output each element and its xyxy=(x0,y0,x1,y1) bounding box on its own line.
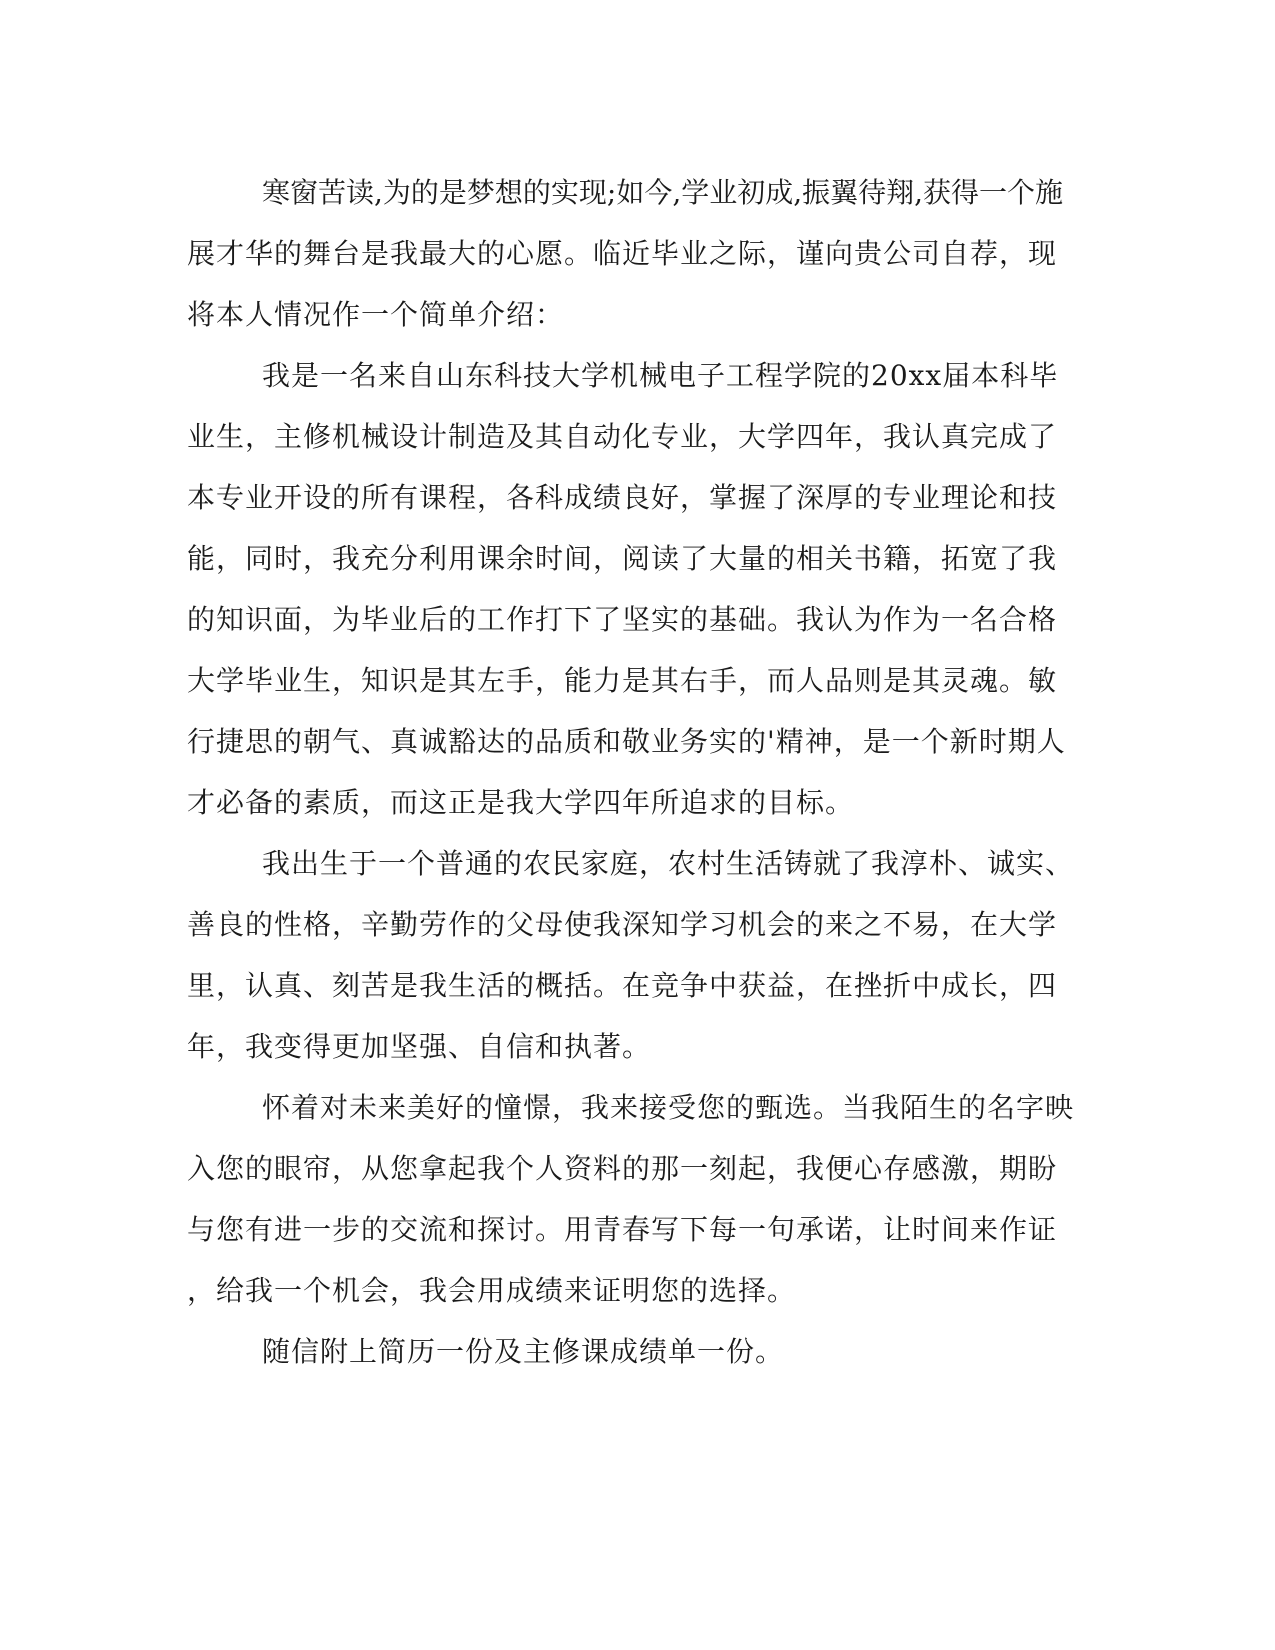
paragraph-line: ，给我一个机会，我会用成绩来证明您的选择。 xyxy=(187,1274,797,1307)
paragraph-line: 我是一名来自山东科技大学机械电子工程学院的20xx届本科毕 xyxy=(262,359,1059,392)
paragraph-line: 业生，主修机械设计制造及其自动化专业，大学四年，我认真完成了 xyxy=(187,420,1058,453)
paragraph-closing xyxy=(187,1077,1087,1321)
paragraph-line: 里，认真、刻苦是我生活的概括。在竞争中获益，在挫折中成长，四 xyxy=(187,969,1058,1002)
paragraph-line: 与您有进一步的交流和探讨。用青春写下每一句承诺，让时间来作证 xyxy=(187,1213,1058,1246)
paragraph-line: 行捷思的朝气、真诚豁达的品质和敬业务实的'精神，是一个新时期人 xyxy=(187,725,1066,758)
paragraph-intro xyxy=(187,162,1087,345)
paragraph-line: 能，同时，我充分利用课余时间，阅读了大量的相关书籍，拓宽了我 xyxy=(187,542,1058,575)
document-body xyxy=(187,162,1087,1382)
paragraph-attachment xyxy=(187,1321,1087,1382)
paragraph-line: 寒窗苦读,为的是梦想的实现;如今,学业初成,振翼待翔,获得一个施 xyxy=(262,176,1064,209)
paragraph-line: 怀着对未来美好的憧憬，我来接受您的甄选。当我陌生的名字映 xyxy=(262,1091,1075,1124)
paragraph-line: 展才华的舞台是我最大的心愿。临近毕业之际，谨向贵公司自荐，现 xyxy=(187,237,1058,270)
paragraph-line: 年，我变得更加坚强、自信和执著。 xyxy=(187,1030,652,1063)
paragraph-line: 随信附上简历一份及主修课成绩单一份。 xyxy=(262,1335,785,1368)
paragraph-line: 才必备的素质，而这正是我大学四年所追求的目标。 xyxy=(187,786,855,819)
paragraph-line: 的知识面，为毕业后的工作打下了坚实的基础。我认为作为一名合格 xyxy=(187,603,1058,636)
paragraph-line: 大学毕业生，知识是其左手，能力是其右手，而人品则是其灵魂。敏 xyxy=(187,664,1058,697)
paragraph-line: 将本人情况作一个简单介绍： xyxy=(187,298,565,331)
paragraph-line: 本专业开设的所有课程，各科成绩良好，掌握了深厚的专业理论和技 xyxy=(187,481,1058,514)
paragraph-line: 我出生于一个普通的农民家庭，农村生活铸就了我淳朴、诚实、 xyxy=(262,847,1075,880)
paragraph-education xyxy=(187,345,1087,833)
paragraph-background xyxy=(187,833,1087,1077)
paragraph-line: 入您的眼帘，从您拿起我个人资料的那一刻起，我便心存感激，期盼 xyxy=(187,1152,1058,1185)
paragraph-line: 善良的性格，辛勤劳作的父母使我深知学习机会的来之不易，在大学 xyxy=(187,908,1058,941)
